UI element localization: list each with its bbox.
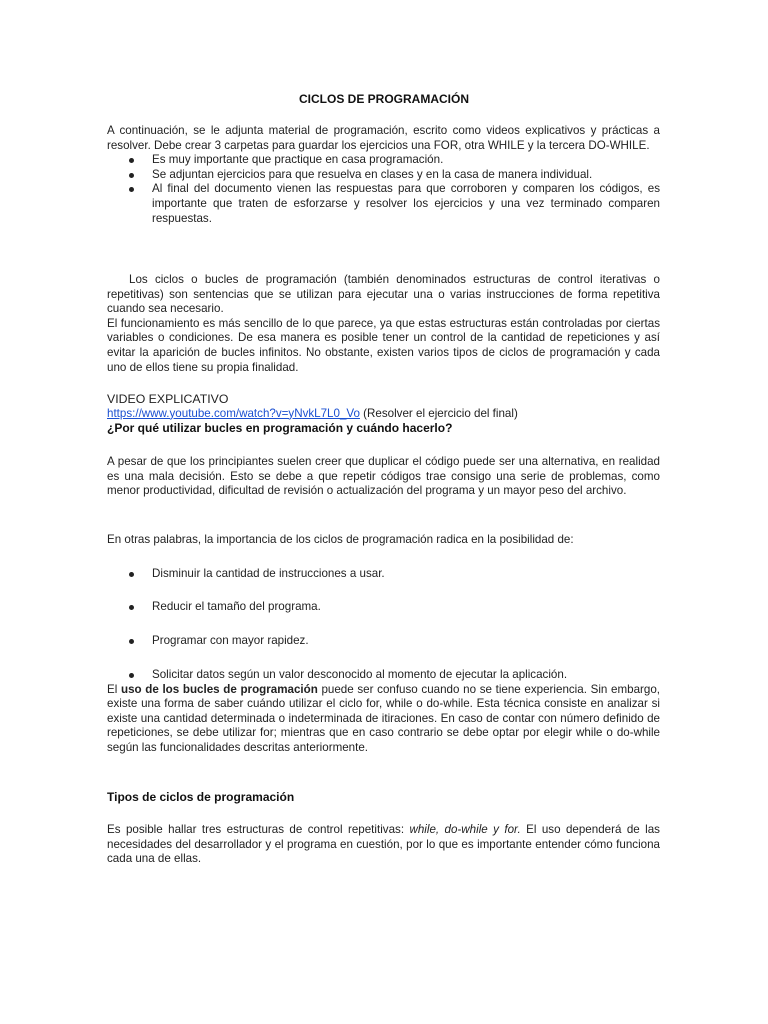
intro-paragraph: A continuación, se le adjunta material de programación, escrito como videos explicativos y prácticas a resolver. Debe crear 3 carpetas para guardar los ejercicios una FOR, otra WHILE y la tercera DO-WHILE. (107, 124, 660, 152)
importance-bullet-1 (107, 567, 660, 582)
video-link-note: (Resolver el ejercicio del final) (359, 406, 518, 420)
why-heading: ¿Por qué utilizar bucles en programación y cuándo hacerlo? (107, 421, 453, 436)
page-title: CICLOS DE PROGRAMACIÓN (298, 92, 469, 106)
importance-bullet-2 (107, 600, 660, 615)
video-link-line (107, 407, 660, 422)
why-paragraph-2-wrap (107, 533, 660, 548)
list-item: Disminuir la cantidad de instrucciones a usar. (107, 567, 660, 582)
importance-bullet-3 (107, 634, 660, 649)
bullet-icon (129, 572, 134, 577)
types-heading: Tipos de ciclos de programación (107, 790, 295, 804)
why-paragraph-2: En otras palabras, la importancia de los ciclos de programación radica en la posibilidad de: (107, 533, 574, 546)
loops-intro-paragraph-1: Los ciclos o bucles de programación (también denominados estructuras de control iterativas o repetitivas) son sentencias que se utilizan para ejecutar una o varias instrucciones de forma repetitiva cuando sea necesario. (107, 273, 660, 316)
video-link[interactable]: https://www.youtube.com/watch?v=yNvkL7L0_Vo (107, 406, 360, 420)
bullet-icon (129, 673, 134, 678)
loops-intro-section (107, 273, 660, 375)
types-section (107, 790, 660, 805)
list-item: Programar con mayor rapidez. (107, 634, 660, 649)
bullet-icon (129, 187, 134, 192)
video-section (107, 392, 660, 436)
list-item: Solicitar datos según un valor desconocido al momento de ejecutar la aplicación. (107, 668, 660, 683)
types-paragraph-wrap (107, 823, 660, 867)
usage-paragraph: El uso de los bucles de programación puede ser confuso cuando no se tiene experiencia. Sin embargo, existe una forma de saber cuándo utilizar el ciclo for, while o do-while. Esta técnica consiste en analizar si existe una cantidad determinada o indeterminada de itiraciones. En caso de contar con número definido de repeticiones, se debe utilizar for; mientras que en caso contrario se debe optar por elegir while o do-while según las funcionalidades descritas anteriormente. (107, 682, 660, 754)
list-item: Es muy importante que practique en casa programación. (107, 153, 660, 168)
bullet-icon (129, 173, 134, 178)
list-item: Se adjuntan ejercicios para que resuelva en clases y en la casa de manera individual. (107, 168, 660, 183)
bullet-icon (129, 158, 134, 163)
types-italic: while, do-while y for. (409, 823, 521, 836)
usage-bold-phrase: uso de los bucles de programación (120, 682, 318, 696)
video-label: VIDEO EXPLICATIVO (107, 392, 229, 406)
bullet-icon (129, 605, 134, 610)
intro-section (107, 124, 660, 226)
intro-bullet-list (107, 153, 660, 226)
bullet-icon (129, 639, 134, 644)
why-paragraph-1: A pesar de que los principiantes suelen creer que duplicar el código puede ser una alternativa, en realidad es una mala decisión. Esto se debe a que repetir códigos trae consigo una serie de problemas, como menor productividad, dificultad de revisión o actualización del programa y un mayor peso del archivo. (107, 455, 660, 498)
loops-intro-paragraph-2: El funcionamiento es más sencillo de lo que parece, ya que estas estructuras están controladas por ciertas variables o condiciones. De esa manera es posible tener un control de la cantidad de repeticiones y así evitar la aparición de bucles infinitos. No obstante, existen varios tipos de ciclos de programación y cada uno de ellos tiene su propia finalidad. (107, 316, 660, 374)
list-item: Reducir el tamaño del programa. (107, 600, 660, 615)
why-section (107, 455, 660, 499)
importance-bullet-4-and-usage (107, 668, 660, 756)
list-item: Al final del documento vienen las respuestas para que corroboren y comparen los códigos, es importante que traten de esforzarse y resolver los ejercicios y una vez terminado comparen respuestas. (107, 182, 660, 226)
types-paragraph: Es posible hallar tres estructuras de control repetitivas: while, do-while y for. El uso dependerá de las necesidades del desarrollador y el programa en cuestión, por lo que es importante entender cómo funciona cada una de ellas. (107, 823, 660, 866)
